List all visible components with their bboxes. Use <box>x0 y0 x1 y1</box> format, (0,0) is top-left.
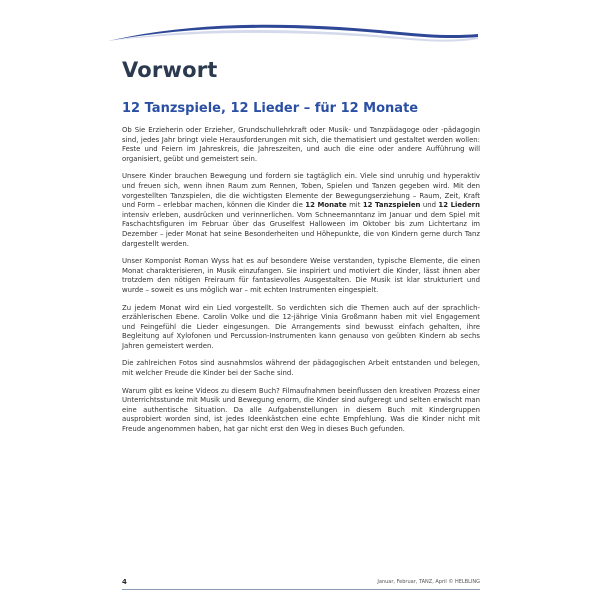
body-paragraph <box>122 126 480 164</box>
body-paragraph <box>122 387 480 435</box>
body-text <box>122 126 480 443</box>
paragraph-text: Die zahlreichen Fotos sind ausnahmslos während der pädagogischen Arbeit entstanden und belegen, mit welcher Freude die Kinder bei der Sache sind. <box>122 359 480 378</box>
paragraph-text: und <box>420 201 439 210</box>
bold-text: 12 Monate <box>305 201 347 210</box>
paragraph-text: Unser Komponist Roman Wyss hat es auf besondere Weise verstanden, typische Elemente, die einen Monat charakterisieren, in Musik einzufangen. Sie inspiriert und motiviert die Kinder, lässt ihnen aber trotzdem den nötigen Freiraum für fantasievolles Ausgestalten. Die Musik ist klar strukturiert und wurde – soweit es uns möglich war – mit echten Instrumenten eingespielt. <box>122 257 480 294</box>
header-swoosh-decoration <box>0 0 600 60</box>
body-paragraph <box>122 304 480 352</box>
paragraph-text: intensiv erleben, ausdrücken und verinnerlichen. Vom Schneemanntanz im Januar und dem Spiel mit Faschachtsfiguren im Februar über das Gruselfest Halloween im Oktober bis zum Lichtertanz im Dezember – jeder Monat hat seine Besonderheiten und Höhepunkte, die von Kindern gerne durch Tanz dargestellt werden. <box>122 210 480 248</box>
paragraph-text: Ob Sie Erzieherin oder Erzieher, Grundschullehrkraft oder Musik- und Tanzpädagoge oder -pädagogin sind, jedes Jahr bringt viele Herausforderungen mit sich, die thematisiert und gestaltet werden wollen: Feste und Feiern im Jahreskreis, die Jahreszeiten, und auch die eine oder andere Aufführung will organisiert, geübt und gemeistert sein. <box>122 126 480 163</box>
bold-text: 12 Liedern <box>438 201 480 210</box>
bold-text: 12 Tanzspielen <box>362 201 421 210</box>
body-paragraph <box>122 359 480 378</box>
body-paragraph <box>122 172 480 249</box>
paragraph-text: Warum gibt es keine Videos zu diesem Buch? Filmaufnahmen beeinflussen den kreativen Prozess einer Unterrichtsstunde mit Musik und Bewegung enorm, die Kinder sind aufgeregt und selten erwischt man eine authentische Situation. Da alle Aufgabenstellungen in diesem Buch mit Kindergruppen ausprobiert worden sind, ist jedes Ideenkästchen eine echte Empfehlung. Was die Kinder nicht mit Freude angenommen haben, hat gar nicht erst den Weg in dieses Buch gefunden. <box>122 386 480 434</box>
page-title: Vorwort <box>122 58 218 82</box>
section-subtitle: 12 Tanzspiele, 12 Lieder – für 12 Monate <box>122 101 419 116</box>
paragraph-text: mit <box>346 201 363 210</box>
page-number: 4 <box>122 578 127 586</box>
paragraph-text: Unsere Kinder brauchen Bewegung und fordern sie tagtäglich ein. Viele sind unruhig und hyperaktiv und freuen sich, wenn ihnen Raum zum Rennen, Toben, Spielen und Tanzen gegeben wird. Mit den vorgestellten Tanzspielen, die die wichtigsten Elemente der Bewegungserziehung – Raum, Zeit, Kraft und Form – erlebbar machen, können die Kinder die <box>122 172 480 210</box>
footer-credits: Januar, Februar, TANZ, April © HELBLING <box>377 579 480 585</box>
footer-divider <box>122 589 480 590</box>
body-paragraph <box>122 257 480 295</box>
paragraph-text: Zu jedem Monat wird ein Lied vorgestellt. So verdichten sich die Themen auch auf der sprachlich-erzählerischen Ebene. Carolin Volke und die 12-jährige Vinia Großmann haben mit viel Engagement und Feingefühl die Lieder eingesungen. Die Arrangements sind bewusst einfach gehalten, ihre Begleitung auf Xylofonen und Percussion-Instrumenten kann genauso von geübten Kindern ab sechs Jahren gemeistert werden. <box>122 303 480 350</box>
